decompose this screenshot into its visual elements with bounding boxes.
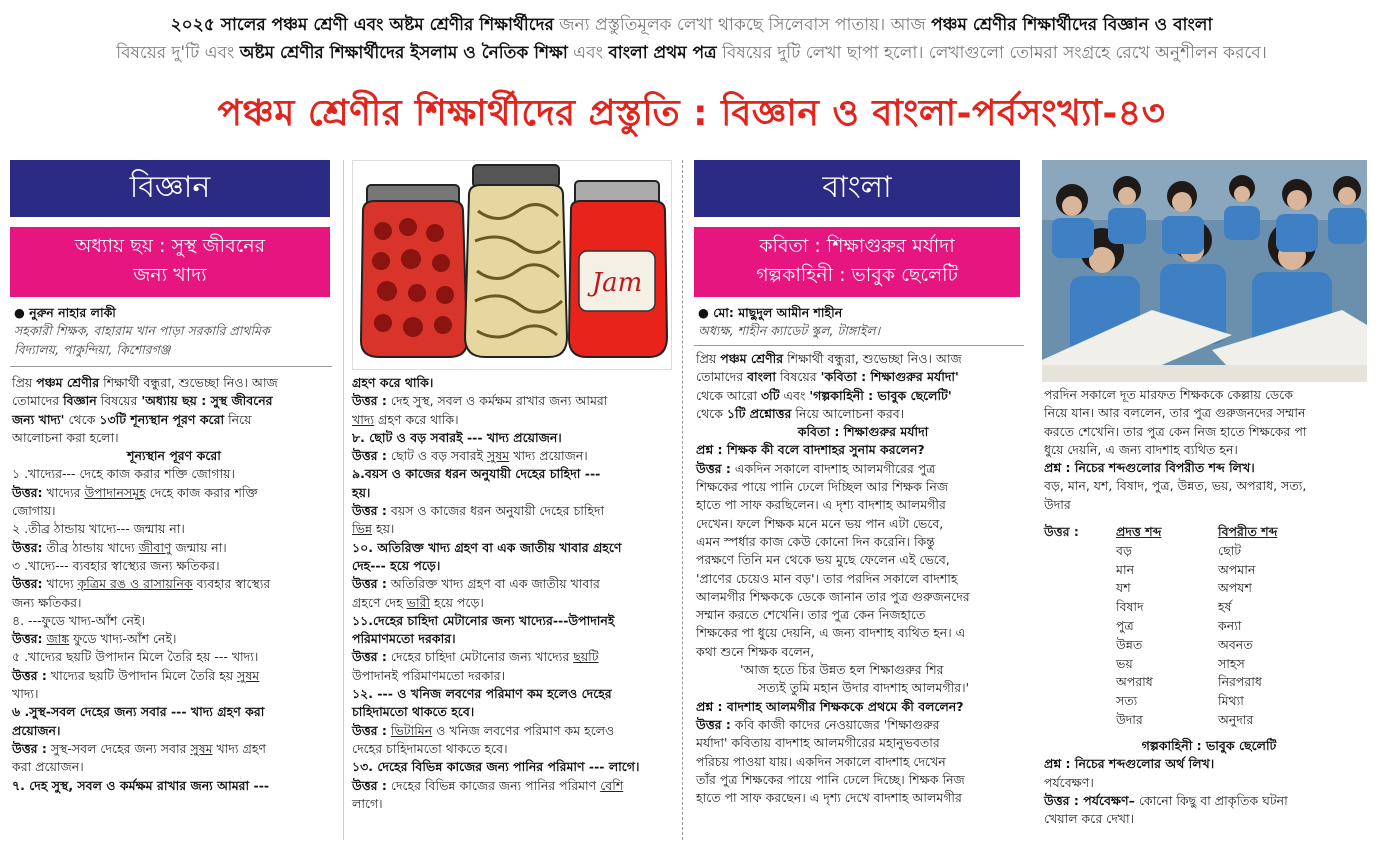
text-line: উত্তর : কবি কাজী কাদের নেওয়াজের 'শিক্ষাগুরুর <box>696 716 940 732</box>
antonym-header-row <box>1044 523 1291 542</box>
antonym-spacer-cell <box>1044 617 1116 636</box>
text-line: তোমাদের বিজ্ঞান বিষয়ের 'অধ্যায় ছয় : সুস্থ জীবনের <box>12 393 273 409</box>
text-line: কবিতা : শিক্ষাগুরুর মর্যাদা <box>797 424 929 440</box>
text-line: উপাদানই পরিমাণমতো দরকার। <box>352 667 506 683</box>
antonym-given-word: সত্য <box>1116 693 1138 709</box>
text-line: উত্তর : সুস্থ-সবল দেহের জন্য সবার সুষম খাদ্য গ্রহণ <box>12 740 266 756</box>
antonym-row <box>1044 598 1291 617</box>
text-line: পরক্ষণে তিনি মন থেকে ভয় মুছে ফেলেন এই ভেবে, <box>696 552 950 568</box>
text-line: থেকে আরো ৩টি এবং 'গল্পকাহিনী : ভাবুক ছেলেটি' <box>696 387 952 403</box>
text-line: উত্তর : খাদ্যের ছয়টি উপাদান মিলে তৈরি হয় সুষম <box>12 667 260 683</box>
text-line: ২ .তীব্র ঠান্ডায় খাদ্যে--- জন্মায় না। <box>12 521 185 537</box>
intro-segment: জন্য প্রস্তুতিমূলক লেখা থাকছে সিলেবাস পাতায়। আজ <box>553 15 932 35</box>
antonym-opposite-word: কন্যা <box>1218 617 1242 633</box>
text-line: করা প্রয়োজন। <box>12 759 84 775</box>
text-line: সম্মান করতে শেখেনি। তার পুত্র কেন নিজহাতে <box>696 607 926 623</box>
text-line: প্রশ্ন : নিচের শব্দগুলোর বিপরীত শব্দ লিখ। <box>1044 460 1255 476</box>
text-line: উত্তর: খাদ্যের উপাদানসমূহ দেহে কাজ করার শক্তি <box>12 484 258 500</box>
text-line: চাহিদামতো থাকতে হবে। <box>352 704 475 720</box>
text-line: 'প্রাণের চেয়েও মান বড়'। তার পরদিন সকালে বাদশাহ <box>696 570 958 586</box>
antonym-table <box>1044 523 1291 730</box>
text-line: আলমগীর শিক্ষককে ডেকে জানান তার পুত্র গুরুজনদের <box>696 588 970 604</box>
antonym-opposite-word: অবনত <box>1218 636 1253 652</box>
intro-segment: বিষয়ের দু'টি এবং <box>116 43 240 63</box>
antonym-given-word: পুত্র <box>1116 617 1134 633</box>
jam-label-text: Jam <box>591 268 643 298</box>
text-line: পর্যবেক্ষণ। <box>1044 774 1094 790</box>
text-line: পরিচয় পাওয়া যায়। একদিন সকালে বাদশাহ দেখেন <box>696 753 946 769</box>
author-name: ● নুরুন নাহার লাকী <box>14 305 116 320</box>
antonym-given-word: মান <box>1116 561 1135 577</box>
antonym-spacer-cell <box>1044 579 1116 598</box>
author-title: অধ্যক্ষ, শাহীন ক্যাডেট স্কুল, টাঙ্গাইল। <box>698 323 881 339</box>
text-line: খেয়াল করে দেখা। <box>1044 811 1135 827</box>
intro-segment: পঞ্চম শ্রেণীর শিক্ষার্থীদের বিজ্ঞান ও বাংলা <box>931 15 1213 35</box>
chapter-title-line1: অধ্যায় ছয় : সুস্থ জীবনের <box>74 235 266 257</box>
antonym-table-block <box>1044 523 1374 730</box>
author-divider <box>10 366 332 367</box>
science-subject-banner: বিজ্ঞান <box>10 160 330 217</box>
text-line: দেহ--- হয়ে পড়ে। <box>352 557 441 573</box>
text-line: উত্তর : অতিরিক্ত খাদ্য গ্রহণ বা এক জাতীয় খাবার <box>352 576 600 592</box>
text-line: দেখেন। ফলে শিক্ষক মনে মনে ভয় পান এটা ভেবে, <box>696 515 944 531</box>
text-line: 'আজ হতে চির উন্নত হল শিক্ষাগুরুর শির <box>740 662 944 678</box>
antonym-given-word: বড় <box>1116 542 1132 558</box>
antonym-row <box>1044 561 1291 580</box>
antonym-spacer-cell <box>1044 598 1116 617</box>
text-line: ১২. --- ও খনিজ লবণের পরিমাণ কম হলেও দেহের <box>352 686 612 702</box>
antonym-opposite-word: অপমান <box>1218 561 1256 577</box>
jam-jars-svg <box>353 161 671 369</box>
text-line: দেহের চাহিদামতো থাকতে হবে। <box>352 740 508 756</box>
text-line: হাতে পা সাফ করছিলেন। এ দৃশ্য বাদশাহ আলমগীর <box>696 497 946 513</box>
antonym-answer-label: উত্তর : <box>1044 524 1079 539</box>
text-line: উত্তর : ছোট ও বড় সবারই সুষম খাদ্য প্রয়োজন। <box>352 448 588 464</box>
antonym-row <box>1044 711 1291 730</box>
antonym-opposite-word: ছোট <box>1218 542 1242 558</box>
text-line: তোমাদের বাংলা বিষয়ের 'কবিতা : শিক্ষাগুরুর মর্যাদা' <box>696 369 959 385</box>
antonym-spacer-cell <box>1044 673 1116 692</box>
bangla-subject-banner: বাংলা <box>694 160 1020 217</box>
text-line: পরিমাণমতো দরকার। <box>352 631 456 647</box>
jam-jars-illustration <box>352 160 672 370</box>
text-line: উত্তর : একদিন সকালে বাদশাহ আলমগীরের পুত্র <box>696 460 936 476</box>
text-line: এমন স্পর্ধার কাজ কেউ কোনো দিন করেনি। কিন্তু <box>696 533 935 549</box>
text-line: কথা শুনে শিক্ষক বলেন, <box>696 643 815 659</box>
text-line: ধুয়ে দেয়নি, এ জন্য বাদশাহ ব্যথিত হন। <box>1044 441 1238 457</box>
antonym-given-word: উদার <box>1116 711 1143 727</box>
chapter-title-line2: জন্য খাদ্য <box>133 264 207 286</box>
text-line: গ্রহণে দেহ ভারী হয়ে পড়ে। <box>352 594 484 610</box>
antonym-row <box>1044 579 1291 598</box>
text-line: উত্তর : দেহ সুস্থ, সবল ও কর্মক্ষম রাখার জন্য আমরা <box>352 393 608 409</box>
bangla-author-block <box>698 304 1024 341</box>
text-line: উত্তর : দেহের চাহিদা মেটানোর জন্য খাদ্যের ছয়টি <box>352 649 599 665</box>
text-line: উত্তর: তীব্র ঠান্ডায় খাদ্যে জীবাণু জন্মায় না। <box>12 539 227 555</box>
intro-segment: অষ্টম শ্রেণীর শিক্ষার্থীদের ইসলাম ও নৈতিক শিক্ষা <box>239 43 568 63</box>
science-chapter-banner <box>10 227 330 297</box>
text-line: ৫ .খাদ্যের ছয়টি উপাদান মিলে তৈরি হয় --- খাদ্য। <box>12 649 259 665</box>
text-line: খাদ্য গ্রহণ করে থাকি। <box>352 411 459 427</box>
antonym-row <box>1044 617 1291 636</box>
antonym-opposite-word: মিথ্যা <box>1218 693 1244 709</box>
antonym-opposite-word: অপযশ <box>1218 580 1252 596</box>
science-author-block <box>14 304 334 359</box>
antonym-spacer-cell <box>1044 542 1116 561</box>
text-line: করতে শেখেনি। তার পুত্র কেন নিজ হাতে শিক্ষকের পা <box>1044 423 1307 439</box>
text-line: খাদ্য। <box>12 686 39 702</box>
intro-segment: এবং <box>567 43 609 63</box>
author-title-line2: বিদ্যালয়, পাকুন্দিয়া, কিশোরগঞ্জ <box>14 341 171 357</box>
text-line: উদার <box>1044 496 1071 512</box>
text-line: ৮. ছোট ও বড় সবারই --- খাদ্য প্রয়োজন। <box>352 429 562 445</box>
students-photo-svg <box>1042 160 1367 382</box>
text-line: তাঁর পুত্র শিক্ষকের পায়ে পানি ঢেলে দিচ্ছে। শিক্ষক নিজ <box>696 771 965 787</box>
text-line: থেকে ১টি প্রশ্নোত্তর নিয়ে আলোচনা করব। <box>696 405 905 421</box>
text-line: শিক্ষকের পা ধুয়ে দেয়নি, এ জন্য বাদশাহ ব্যথিত হন। এ <box>696 625 966 641</box>
text-line: গ্রহণ করে থাকি। <box>352 375 434 390</box>
column-dotted-divider <box>682 160 683 840</box>
antonym-opposite-word: সাহস <box>1218 655 1245 671</box>
text-line: প্রিয় পঞ্চম শ্রেণীর শিক্ষার্থী বন্ধুরা, শুভেচ্ছা নিও। আজ <box>12 375 278 390</box>
antonym-given-word: অপরাধ <box>1116 674 1153 690</box>
text-line: জোগায়। <box>12 503 56 519</box>
antonym-row <box>1044 655 1291 674</box>
bangla-col4-text <box>1044 386 1374 514</box>
antonym-opposite-word: অনুদার <box>1218 711 1254 727</box>
antonym-opposite-word: হর্ষ <box>1218 599 1232 615</box>
author-divider <box>694 345 1024 346</box>
text-line: প্রিয় পঞ্চম শ্রেণীর শিক্ষার্থী বন্ধুরা, শুভেচ্ছা নিও। আজ <box>696 351 962 366</box>
antonym-row <box>1044 542 1291 561</box>
intro-line-1 <box>10 12 1373 39</box>
text-line: সত্যই তুমি মহান উদার বাদশাহ আলমগীর।' <box>758 680 970 696</box>
antonym-header-given: প্রদত্ত শব্দ <box>1116 524 1162 539</box>
text-line: প্রশ্ন : নিচের শব্দগুলোর অর্থ লিখ। <box>1044 756 1215 772</box>
intro-segment: বিষয়ের দুটি লেখা ছাপা হলো। লেখাগুলো তোমরা সংগ্রহে রেখে অনুশীলন করবে। <box>716 43 1267 63</box>
text-line: প্রয়োজন। <box>12 722 61 738</box>
story-section <box>1044 737 1374 828</box>
text-line: প্রশ্ন : শিক্ষক কী বলে বাদশাহর সুনাম করলেন? <box>696 442 925 458</box>
text-line: ৭. দেহ সুস্থ, সবল ও কর্মক্ষম রাখার জন্য আমরা --- <box>12 777 270 793</box>
story-title: গল্পকাহিনী : ভাবুক ছেলেটি <box>756 264 958 286</box>
text-line: জন্য খাদ্য' থেকে ১৩টি শূন্যস্থান পূরণ করো নিয়ে <box>12 411 252 427</box>
text-line: ভিন্ন হয়। <box>352 521 395 537</box>
antonym-given-word: যশ <box>1116 580 1131 596</box>
intro-line-2 <box>10 40 1373 67</box>
author-name: ● মো: মাছুদুল আমীন শাহীন <box>698 305 843 320</box>
text-line: শিক্ষকের পায়ে পানি ঢেলে দিচ্ছিল আর শিক্ষক নিজ <box>696 479 949 495</box>
text-line: গল্পকাহিনী : ভাবুক ছেলেটি <box>1141 738 1277 753</box>
antonym-spacer-cell <box>1044 711 1116 730</box>
antonym-spacer-cell <box>1044 561 1116 580</box>
text-line: জন্য ক্ষতিকর। <box>12 594 82 610</box>
intro-segment: ২০২৫ সালের পঞ্চম শ্রেণী এবং অষ্টম শ্রেণীর শিক্ষার্থীদের <box>170 15 554 35</box>
poem-title: কবিতা : শিক্ষাগুরুর মর্যাদা <box>759 235 955 257</box>
bangla-col3-text <box>696 350 1030 807</box>
text-line: উত্তর: জাঙ্ক ফুডে খাদ্য-আঁশ নেই। <box>12 631 177 647</box>
text-line: উত্তর : পর্যবেক্ষণ– কোনো কিছু বা প্রাকৃতিক ঘটনা <box>1044 792 1288 808</box>
antonym-opposite-word: নিরপরাধ <box>1218 674 1262 690</box>
text-line: প্রশ্ন : বাদশাহ আলমগীর শিক্ষককে প্রথমে কী বললেন? <box>696 698 964 714</box>
antonym-row <box>1044 673 1291 692</box>
text-line: মর্যাদা' কবিতায় বাদশাহ আলমগীরের মহানুভবতার <box>696 735 940 751</box>
text-line: হাতে পা সাফ করছেন। এ দৃশ্য দেখে বাদশাহ আলমগীর <box>696 790 962 806</box>
text-line: নিয়ে যান। আর বললেন, তার পুত্র গুরুজনদের সম্মান <box>1044 405 1306 421</box>
antonym-row <box>1044 692 1291 711</box>
antonym-spacer-cell <box>1044 655 1116 674</box>
text-line: ৬ .সুস্থ-সবল দেহের জন্য সবার --- খাদ্য গ্রহণ করা <box>12 704 265 720</box>
text-line: উত্তর: খাদ্যে কৃত্রিম রঙ ও রাসায়নিক ব্যবহার স্বাস্থ্যের <box>12 576 271 592</box>
text-line: ১০. অতিরিক্ত খাদ্য গ্রহণ বা এক জাতীয় খাবার গ্রহণে <box>352 539 622 555</box>
science-col1-text <box>12 374 336 795</box>
science-col2-text <box>352 374 676 813</box>
text-line: উত্তর : দেহের বিভিন্ন কাজের জন্য পানির পরিমাণ বেশি <box>352 777 624 793</box>
text-line: শূন্যস্থান পূরণ করো <box>127 448 221 464</box>
text-line: ১৩. দেহের বিভিন্ন কাজের জন্য পানির পরিমাণ --- লাগে। <box>352 759 640 775</box>
text-line: উত্তর : বয়স ও কাজের ধরন অনুযায়ী দেহের চাহিদা <box>352 503 605 519</box>
text-line: ৯.বয়স ও কাজের ধরন অনুযায়ী দেহের চাহিদা --- <box>352 466 601 482</box>
bangla-lesson-banner <box>694 227 1020 297</box>
antonym-given-word: উন্নত <box>1116 636 1143 652</box>
antonym-given-word: ভয় <box>1116 655 1133 671</box>
text-line: ১ .খাদ্যের--- দেহে কাজ করার শক্তি জোগায়। <box>12 466 235 482</box>
antonym-spacer-cell <box>1044 636 1116 655</box>
text-line: উত্তর : ভিটামিন ও খনিজ লবণের পরিমাণ কম হলেও <box>352 722 615 738</box>
author-title-line1: সহকারী শিক্ষক, বাহারাম খান পাড়া সরকারি প্রাথমিক <box>14 323 270 339</box>
page-headline: পঞ্চম শ্রেণীর শিক্ষার্থীদের প্রস্তুতি : বিজ্ঞান ও বাংলা-পর্বসংখ্যা-৪৩ <box>217 93 1166 134</box>
antonym-spacer-cell <box>1044 692 1116 711</box>
text-line: লাগে। <box>352 795 383 811</box>
text-line: আলোচনা করা হলো। <box>12 429 119 445</box>
text-line: বড়, মান, যশ, বিষাদ, পুত্র, উন্নত, ভয়, অপরাধ, সত্য, <box>1044 478 1307 494</box>
text-line: হয়। <box>352 484 371 500</box>
text-line: ১১.দেহের চাহিদা মেটানোর জন্য খাদ্যের---উপাদানই <box>352 612 615 628</box>
students-photo <box>1042 160 1367 382</box>
intro-segment: বাংলা প্রথম পত্র <box>608 43 717 63</box>
antonym-header-opposite: বিপরীত শব্দ <box>1218 524 1278 539</box>
text-line: ৩ .খাদ্যে--- ব্যবহার স্বাস্থ্যের জন্য ক্ষতিকর। <box>12 557 220 573</box>
antonym-row <box>1044 636 1291 655</box>
text-line: পরদিন সকালে দূত মারফত শিক্ষককে কেল্লায় ডেকে <box>1044 387 1294 402</box>
antonym-given-word: বিষাদ <box>1116 599 1144 615</box>
column-divider <box>343 160 344 840</box>
text-line: ৪. ---ফুডে খাদ্য-আঁশ নেই। <box>12 612 145 628</box>
